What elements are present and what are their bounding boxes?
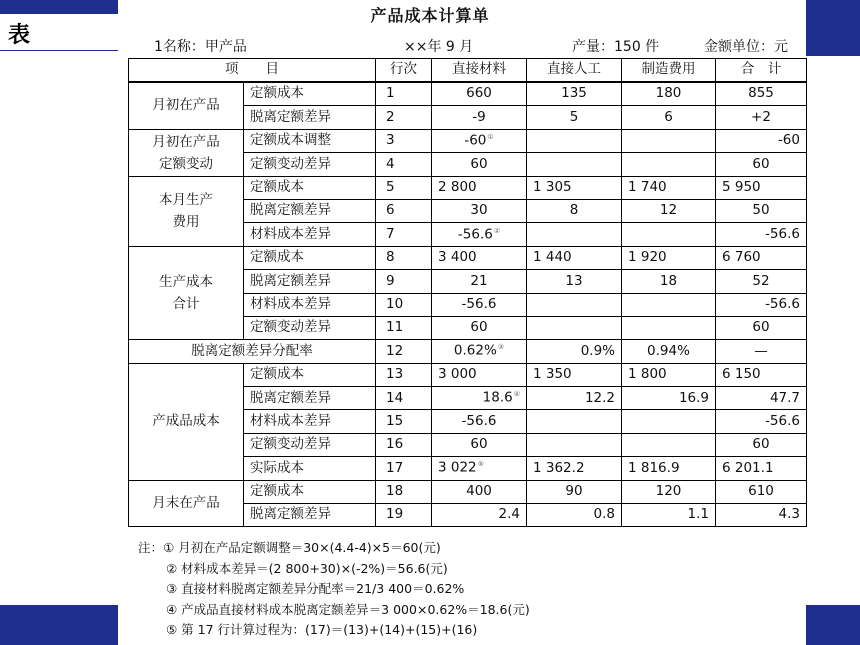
total	[716, 504, 807, 527]
page-title: 产品成本计算单	[370, 6, 490, 25]
overhead-value: 1 740	[628, 179, 667, 195]
total-value: 6 760	[722, 249, 761, 266]
total	[716, 129, 807, 152]
row-item: 定额变动差异	[244, 153, 376, 176]
row-item: 定额成本	[244, 480, 376, 503]
row-item: 材料成本差异	[244, 223, 376, 246]
direct-labor	[527, 457, 622, 480]
overhead	[622, 410, 716, 433]
overhead	[622, 176, 716, 199]
row-item: 材料成本差异	[244, 293, 376, 316]
total-value: -56.6	[765, 412, 800, 429]
direct-labor-value: 0.8	[593, 506, 615, 523]
row-index: 16	[376, 433, 432, 456]
row-item: 定额成本	[244, 246, 376, 269]
total	[716, 410, 807, 433]
total-value: 6 150	[722, 366, 761, 383]
direct-labor-value: 90	[565, 483, 583, 500]
direct-labor	[527, 316, 622, 339]
footnote-marker: ④	[513, 390, 520, 399]
overhead-value: 0.94%	[647, 342, 690, 359]
direct-labor-value: 13	[565, 272, 583, 289]
direct-labor	[527, 293, 622, 316]
overhead-value: 1 920	[628, 249, 667, 266]
total	[716, 363, 807, 386]
direct-labor	[527, 340, 622, 363]
row-item: 实际成本	[244, 457, 376, 480]
overhead-value: 180	[655, 85, 682, 102]
total-value: 60	[752, 155, 770, 172]
overhead	[622, 316, 716, 339]
row-item: 脱离定额差异	[244, 106, 376, 129]
overhead-value: 1 800	[628, 366, 667, 383]
direct-labor	[527, 153, 622, 176]
row-item: 定额成本	[244, 176, 376, 199]
footnote-marker: ⑤	[477, 460, 484, 469]
direct-material-value: 400	[466, 483, 492, 500]
row-index: 3	[376, 129, 432, 152]
section-label: 产成品成本	[129, 363, 244, 480]
header-item: 项 目	[129, 59, 376, 83]
direct-material	[432, 504, 527, 527]
section-label: 脱离定额差异分配率	[129, 340, 376, 363]
note-item: ③ 直接材料脱离定额差异分配率＝21/3 400＝0.62%	[166, 581, 465, 596]
row-index: 13	[376, 363, 432, 386]
direct-labor	[527, 176, 622, 199]
overhead	[622, 340, 716, 363]
direct-material-value: 660	[466, 85, 492, 102]
total-value: 610	[748, 483, 774, 500]
direct-material-value: 3 000	[438, 366, 477, 383]
direct-material-value: -9	[472, 108, 486, 125]
row-index: 11	[376, 316, 432, 339]
total	[716, 387, 807, 410]
direct-material	[432, 223, 527, 246]
total-value: -60	[777, 132, 800, 149]
section-label-line: 费用	[172, 214, 200, 231]
overhead	[622, 480, 716, 503]
direct-material-value: 18.6	[482, 389, 513, 406]
overhead	[622, 106, 716, 129]
direct-labor-value: 135	[561, 85, 587, 102]
direct-labor	[527, 410, 622, 433]
header-overhead: 制造费用	[622, 59, 716, 83]
row-index: 10	[376, 293, 432, 316]
direct-labor	[527, 270, 622, 293]
section-label	[129, 176, 244, 246]
section-label-line: 定额变动	[159, 155, 213, 172]
direct-material-value: -56.6	[461, 295, 497, 312]
overhead	[622, 223, 716, 246]
overhead-value: 1 816.9	[628, 459, 680, 476]
table-row	[129, 480, 807, 503]
row-index: 2	[376, 106, 432, 129]
direct-material	[432, 270, 527, 293]
total	[716, 293, 807, 316]
table-row	[129, 340, 807, 363]
row-index: 18	[376, 480, 432, 503]
overhead-value: 120	[655, 483, 682, 500]
direct-material-value: 0.62%	[453, 342, 497, 359]
direct-labor-value: 0.9%	[580, 342, 615, 359]
table-row	[129, 82, 807, 106]
row-item: 定额成本	[244, 363, 376, 386]
period-date: ××年 9 月	[404, 39, 474, 55]
direct-labor-value: 12.2	[584, 389, 615, 406]
table-row	[129, 246, 807, 269]
section-label: 月初在产品	[129, 82, 244, 129]
total-value: 60	[752, 436, 770, 453]
direct-labor-value: 1 440	[533, 249, 572, 266]
total	[716, 340, 807, 363]
direct-labor-value: 8	[569, 202, 579, 219]
total-value: 6 201.1	[722, 459, 774, 476]
row-item: 材料成本差异	[244, 410, 376, 433]
direct-labor	[527, 504, 622, 527]
total-value: 52	[752, 272, 770, 289]
total-value: +2	[751, 108, 771, 125]
overhead-value: 18	[659, 272, 678, 289]
section-label: 月末在产品	[129, 480, 244, 527]
table-row	[129, 363, 807, 386]
direct-material	[432, 433, 527, 456]
section-label	[129, 129, 244, 176]
direct-labor	[527, 223, 622, 246]
total	[716, 246, 807, 269]
row-index: 4	[376, 153, 432, 176]
row-index: 19	[376, 504, 432, 527]
direct-material-value: -56.6	[457, 226, 493, 243]
direct-material-value: 60	[470, 436, 488, 453]
direct-labor	[527, 82, 622, 106]
total	[716, 316, 807, 339]
direct-material-value: 3 022	[438, 459, 477, 476]
section-label-line: 合计	[172, 296, 200, 313]
direct-labor	[527, 246, 622, 269]
direct-labor	[527, 363, 622, 386]
overhead	[622, 246, 716, 269]
cost-table	[128, 58, 807, 527]
direct-material	[432, 410, 527, 433]
row-index: 7	[376, 223, 432, 246]
direct-material-value: 2 800	[438, 179, 477, 195]
note-item: ② 材料成本差异＝(2 800+30)×(-2%)＝56.6(元)	[166, 560, 448, 576]
total	[716, 199, 807, 222]
header-index: 行次	[376, 59, 432, 83]
row-index: 1	[376, 82, 432, 106]
row-index: 8	[376, 246, 432, 269]
note-item: ④ 产成品直接材料成本脱离定额差异＝3 000×0.62%＝18.6(元)	[166, 601, 530, 617]
row-index: 17	[376, 457, 432, 480]
direct-labor	[527, 433, 622, 456]
overhead-value: 6	[664, 108, 673, 125]
overhead-value: 16.9	[678, 389, 709, 406]
corner-band-bottom-right	[806, 605, 860, 645]
direct-labor	[527, 106, 622, 129]
total-value: -56.6	[765, 295, 800, 312]
slide-label: 表	[8, 23, 31, 48]
slide-label-underline	[0, 50, 118, 51]
total	[716, 480, 807, 503]
overhead	[622, 363, 716, 386]
row-item: 定额成本调整	[244, 129, 376, 152]
direct-labor-value: 5	[569, 108, 579, 125]
overhead	[622, 387, 716, 410]
row-item: 定额成本	[244, 82, 376, 106]
direct-material	[432, 457, 527, 480]
direct-material-value: 3 400	[438, 249, 477, 266]
row-index: 12	[376, 340, 432, 363]
row-item: 脱离定额差异	[244, 199, 376, 222]
total-value: 5 950	[722, 179, 761, 195]
direct-material	[432, 129, 527, 152]
row-index: 14	[376, 387, 432, 410]
direct-labor-value: 1 362.2	[533, 459, 585, 476]
direct-material	[432, 199, 527, 222]
row-index: 6	[376, 199, 432, 222]
section-label-line: 月初在产品	[152, 133, 220, 150]
total-value: -56.6	[765, 225, 800, 242]
overhead	[622, 82, 716, 106]
overhead	[622, 433, 716, 456]
table-row	[129, 129, 807, 152]
direct-material	[432, 176, 527, 199]
direct-material	[432, 363, 527, 386]
direct-labor	[527, 129, 622, 152]
header-direct-labor: 直接人工	[527, 59, 622, 83]
header-direct-material: 直接材料	[432, 59, 527, 83]
table-header-row	[129, 59, 807, 83]
overhead	[622, 153, 716, 176]
direct-material	[432, 246, 527, 269]
total-value: —	[754, 342, 768, 359]
total-value: 60	[752, 319, 770, 336]
direct-material	[432, 316, 527, 339]
direct-material-value: -60	[464, 132, 487, 149]
table-row	[129, 176, 807, 199]
total-value: 50	[752, 202, 770, 219]
corner-band-bottom-left	[0, 605, 118, 645]
note-item: ⑤ 第 17 行计算过程为：(17)＝(13)+(14)+(15)+(16)	[166, 622, 478, 637]
direct-material	[432, 82, 527, 106]
row-index: 15	[376, 410, 432, 433]
overhead	[622, 457, 716, 480]
row-item: 定额变动差异	[244, 433, 376, 456]
production-quantity: 产量：150 件	[572, 39, 660, 55]
direct-material	[432, 293, 527, 316]
row-index: 5	[376, 176, 432, 199]
currency-unit: 金额单位：元	[704, 39, 788, 55]
overhead-value: 1.1	[687, 506, 709, 523]
row-item: 脱离定额差异	[244, 504, 376, 527]
overhead	[622, 270, 716, 293]
footnote-marker: ②	[493, 226, 501, 235]
direct-material	[432, 340, 527, 363]
direct-material-value: 21	[470, 272, 488, 289]
row-item: 脱离定额差异	[244, 270, 376, 293]
total	[716, 223, 807, 246]
section-label-line: 本月生产	[159, 192, 213, 209]
total	[716, 153, 807, 176]
direct-labor-value: 1 305	[533, 179, 572, 195]
total-value: 855	[748, 85, 774, 102]
direct-material	[432, 387, 527, 410]
notes	[138, 538, 530, 641]
product-name: 1名称：甲产品	[154, 39, 247, 55]
header-total: 合 计	[716, 59, 807, 83]
direct-material-value: 2.4	[498, 506, 520, 523]
section-label	[129, 246, 244, 340]
footnote-marker: ③	[497, 343, 505, 352]
total	[716, 176, 807, 199]
overhead	[622, 199, 716, 222]
section-label-line: 生产成本	[159, 274, 213, 291]
total	[716, 82, 807, 106]
direct-material-value: 60	[470, 319, 488, 336]
direct-material	[432, 153, 527, 176]
overhead	[622, 504, 716, 527]
total-value: 47.7	[769, 389, 800, 406]
total	[716, 457, 807, 480]
overhead	[622, 129, 716, 152]
direct-material-value: 30	[470, 202, 488, 219]
overhead-value: 12	[659, 202, 678, 219]
cost-table-body	[129, 82, 807, 527]
total	[716, 270, 807, 293]
footnote-marker: ①	[487, 132, 494, 141]
overhead	[622, 293, 716, 316]
note-item: 注：① 月初在产品定额调整＝30×(4.4-4)×5＝60(元)	[138, 540, 441, 555]
direct-labor	[527, 480, 622, 503]
direct-material	[432, 106, 527, 129]
row-index: 9	[376, 270, 432, 293]
notes-prefix: 注：	[138, 540, 164, 555]
direct-material-value: 60	[470, 155, 488, 172]
total	[716, 433, 807, 456]
row-item: 脱离定额差异	[244, 387, 376, 410]
direct-labor	[527, 387, 622, 410]
row-item: 定额变动差异	[244, 316, 376, 339]
direct-material	[432, 480, 527, 503]
direct-labor-value: 1 350	[533, 366, 572, 383]
direct-labor	[527, 199, 622, 222]
total	[716, 106, 807, 129]
direct-material-value: -56.6	[461, 412, 497, 429]
total-value: 4.3	[778, 506, 800, 523]
